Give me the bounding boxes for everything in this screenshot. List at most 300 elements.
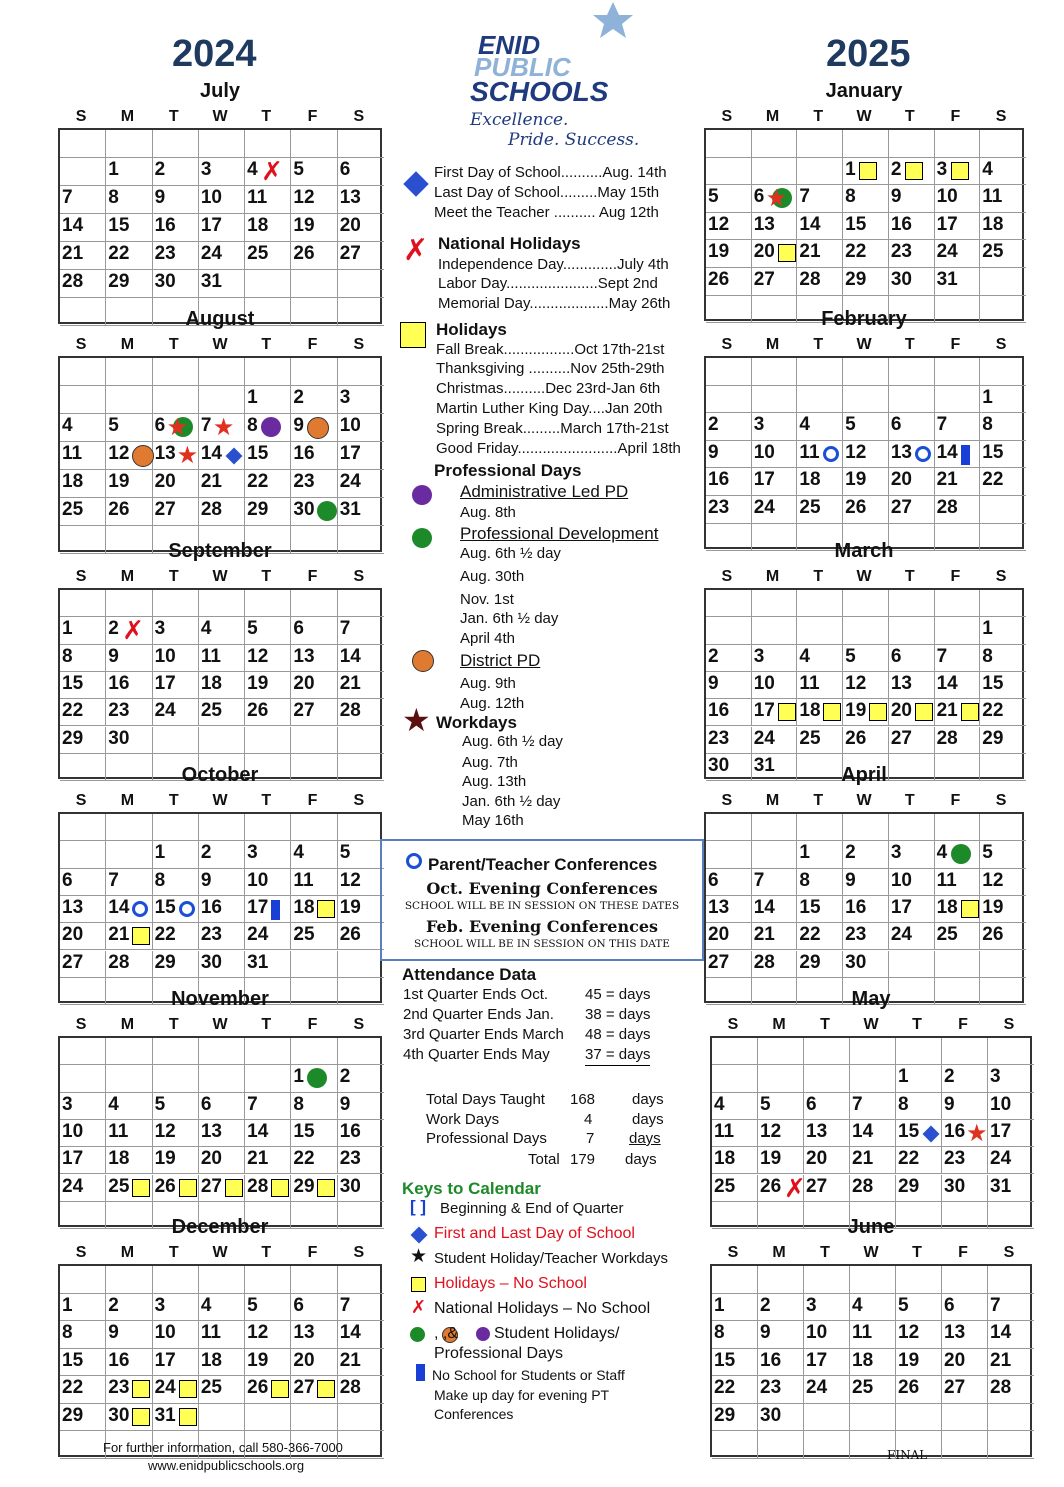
- day-number: 2: [200, 842, 212, 864]
- day-cell: [106, 896, 152, 923]
- day-number: 30: [760, 1404, 782, 1426]
- day-cell: [804, 1120, 850, 1147]
- spring-label: Spring Break: [436, 420, 523, 437]
- month-title: February: [821, 308, 907, 330]
- day-of-week-label: F: [950, 792, 961, 809]
- day-cell: [338, 386, 384, 414]
- month-title: August: [185, 308, 255, 330]
- day-number: 29: [108, 271, 130, 292]
- day-of-week-label: S: [75, 1016, 87, 1033]
- day-cell: [843, 413, 889, 441]
- day-cell: [338, 1175, 384, 1202]
- day-number: 4: [200, 1294, 212, 1316]
- day-cell: [291, 1175, 337, 1202]
- day-cell: [153, 1038, 199, 1065]
- day-number: 29: [714, 1404, 736, 1426]
- day-number: 8: [982, 645, 993, 667]
- labor-label: Labor Day: [438, 275, 507, 292]
- day-cell: [245, 841, 291, 868]
- day-cell: [752, 358, 798, 386]
- day-number: 9: [944, 1093, 955, 1115]
- day-cell: [942, 1376, 988, 1404]
- day-cell: [245, 699, 291, 726]
- christmas-label: Christmas: [436, 380, 504, 397]
- day-cell: [942, 1065, 988, 1092]
- day-cell: [245, 814, 291, 841]
- day-number: 16: [760, 1349, 782, 1371]
- logo-line3: SCHOOLS: [470, 76, 609, 107]
- day-cell: [752, 951, 798, 978]
- day-of-week-label: S: [995, 568, 1007, 585]
- day-cell: [153, 869, 199, 896]
- day-cell: [106, 699, 152, 726]
- day-cell: [935, 268, 981, 296]
- att-q4: 4th Quarter Ends May: [403, 1046, 550, 1063]
- day-number: 31: [339, 499, 361, 520]
- day-cell: [106, 814, 152, 841]
- day-of-week-label: W: [212, 1244, 228, 1261]
- day-cell: [980, 896, 1026, 923]
- day-cell: [245, 1093, 291, 1120]
- day-cell: [712, 1376, 758, 1404]
- att-prof: Professional Days: [426, 1130, 547, 1147]
- day-cell: [980, 240, 1026, 268]
- day-cell: [106, 1065, 152, 1092]
- day-cell: [199, 1093, 245, 1120]
- day-of-week-label: W: [212, 568, 228, 585]
- att-q4v: 37 = days: [585, 1046, 650, 1066]
- day-number: 19: [708, 241, 730, 263]
- day-number: 31: [936, 269, 958, 290]
- month-title: April: [841, 764, 887, 786]
- day-cell: [752, 699, 798, 726]
- day-cell: [843, 468, 889, 496]
- day-number: 6: [154, 415, 166, 436]
- day-cell: [60, 1093, 106, 1120]
- day-cell: [291, 1294, 337, 1322]
- day-cell: [804, 1266, 850, 1294]
- day-cell: [889, 841, 935, 868]
- day-of-week-label: T: [168, 336, 179, 353]
- day-cell: [804, 1038, 850, 1065]
- month-title: November: [171, 988, 269, 1010]
- mlk: Martin Luther King Day....Jan 20th: [436, 400, 663, 417]
- day-number: 14: [339, 645, 361, 667]
- day-number: 12: [760, 1120, 782, 1142]
- day-number: 14: [62, 215, 84, 236]
- day-cell: [706, 672, 752, 699]
- day-number: 28: [753, 951, 775, 973]
- month-grid: [710, 1264, 1032, 1457]
- day-cell: [896, 1120, 942, 1147]
- day-of-week-label: T: [904, 336, 915, 353]
- day-cell: [712, 1093, 758, 1120]
- day-number: 2: [339, 1066, 351, 1088]
- meet-teacher-date: Aug 12th: [598, 204, 659, 221]
- day-cell: [706, 923, 752, 950]
- bracket-icon: [ ]: [410, 1197, 427, 1216]
- day-number: 8: [898, 1093, 909, 1115]
- day-number: 3: [154, 1294, 166, 1316]
- day-number: 20: [944, 1349, 966, 1371]
- day-cell: [935, 213, 981, 241]
- day-number: 31: [753, 754, 775, 776]
- day-cell: [804, 1065, 850, 1092]
- day-number: 1: [982, 618, 993, 640]
- att-work-u: days: [632, 1111, 664, 1128]
- day-cell: [106, 498, 152, 526]
- logo-line1: ENID: [478, 30, 541, 60]
- day-cell: [153, 158, 199, 186]
- att-q2: 2nd Quarter Ends Jan.: [403, 1006, 554, 1023]
- day-cell: [896, 1038, 942, 1065]
- day-number: 22: [293, 1148, 315, 1170]
- day-cell: [338, 1266, 384, 1294]
- day-number: 12: [845, 672, 867, 694]
- day-cell: [752, 841, 798, 868]
- day-number: 22: [154, 924, 176, 946]
- day-number: 11: [799, 441, 820, 463]
- day-number: 26: [898, 1377, 920, 1398]
- day-cell: [850, 1349, 896, 1377]
- day-cell: [106, 1266, 152, 1294]
- day-cell: [153, 1093, 199, 1120]
- day-cell: [106, 727, 152, 754]
- day-number: 12: [293, 187, 315, 208]
- day-cell: [60, 358, 106, 386]
- day-cell: [942, 1120, 988, 1147]
- day-cell: [60, 1266, 106, 1294]
- day-number: 11: [799, 672, 820, 694]
- day-number: 14: [799, 213, 821, 235]
- day-of-week-label: T: [912, 1016, 922, 1033]
- day-number: 5: [982, 842, 993, 864]
- day-cell: [980, 185, 1026, 213]
- day-cell: [889, 896, 935, 923]
- day-cell: [245, 158, 291, 186]
- day-cell: [153, 814, 199, 841]
- national-holiday-x-icon: ✗: [784, 1173, 806, 1204]
- day-number: 7: [852, 1093, 863, 1115]
- day-cell: [245, 498, 291, 526]
- day-cell: [752, 213, 798, 241]
- month-grid: [58, 1036, 382, 1227]
- day-of-week-label: S: [995, 336, 1007, 353]
- day-cell: [843, 496, 889, 524]
- workdays-title: Workdays: [436, 713, 517, 732]
- day-cell: [980, 268, 1026, 296]
- day-number: 8: [293, 1093, 304, 1115]
- day-number: 21: [108, 924, 130, 946]
- day-cell: [199, 242, 245, 270]
- day-cell: [338, 358, 384, 386]
- day-number: 10: [890, 869, 912, 891]
- day-of-week-label: T: [904, 108, 915, 125]
- day-cell: [153, 841, 199, 868]
- day-number: 29: [62, 727, 84, 749]
- day-number: 26: [247, 1377, 269, 1398]
- day-cell: [896, 1175, 942, 1202]
- day-cell: [889, 130, 935, 158]
- day-number: 25: [936, 924, 958, 946]
- day-number: 23: [760, 1377, 782, 1398]
- day-number: 15: [982, 441, 1004, 463]
- pd-dot-icon: [307, 1068, 327, 1088]
- day-of-week-label: T: [904, 568, 915, 585]
- day-number: 16: [890, 213, 912, 235]
- day-number: 28: [936, 727, 958, 749]
- day-of-week-label: T: [912, 1244, 922, 1261]
- day-of-week-label: S: [1003, 1244, 1015, 1261]
- x-icon: ✗: [403, 233, 429, 268]
- day-cell: [843, 645, 889, 672]
- day-of-week-label: T: [168, 792, 179, 809]
- day-number: 19: [247, 672, 269, 694]
- day-cell: [935, 185, 981, 213]
- day-cell: [245, 358, 291, 386]
- month-grid: [704, 588, 1024, 779]
- att-q1v: 45 = days: [585, 986, 651, 1003]
- day-cell: [850, 1065, 896, 1092]
- day-number: 2: [890, 158, 902, 180]
- day-number: 3: [890, 842, 902, 864]
- day-cell: [106, 158, 152, 186]
- day-cell: [935, 386, 981, 414]
- day-of-week-label: S: [353, 1244, 365, 1261]
- day-number: 19: [760, 1148, 782, 1170]
- day-number: 5: [247, 618, 258, 640]
- day-of-week-label: W: [212, 1016, 228, 1033]
- day-cell: [889, 923, 935, 950]
- day-cell: [199, 358, 245, 386]
- day-cell: [942, 1349, 988, 1377]
- day-number: 8: [714, 1322, 725, 1343]
- day-cell: [935, 645, 981, 672]
- day-cell: [199, 1147, 245, 1174]
- day-cell: [706, 699, 752, 726]
- day-number: 30: [944, 1175, 966, 1197]
- day-cell: [60, 130, 106, 158]
- day-cell: [153, 617, 199, 644]
- day-cell: [153, 1120, 199, 1147]
- day-number: 9: [708, 672, 719, 694]
- day-of-week-label: W: [212, 108, 228, 125]
- day-number: 1: [62, 1294, 73, 1316]
- day-number: 29: [247, 499, 269, 520]
- day-number: 20: [62, 924, 84, 946]
- day-cell: [199, 158, 245, 186]
- day-cell: [199, 699, 245, 726]
- day-cell: [706, 268, 752, 296]
- day-number: 24: [990, 1148, 1012, 1170]
- day-number: 16: [708, 469, 730, 491]
- day-cell: [758, 1038, 804, 1065]
- day-number: 21: [339, 672, 361, 694]
- day-cell: [850, 1376, 896, 1404]
- day-cell: [199, 130, 245, 158]
- day-number: 24: [753, 497, 775, 518]
- day-cell: [106, 841, 152, 868]
- day-cell: [889, 590, 935, 617]
- day-cell: [843, 923, 889, 950]
- day-number: 21: [799, 241, 821, 263]
- day-cell: [980, 468, 1026, 496]
- day-cell: [199, 951, 245, 978]
- day-cell: [60, 1376, 106, 1404]
- day-cell: [797, 213, 843, 241]
- day-number: 27: [890, 497, 912, 518]
- day-cell: [153, 242, 199, 270]
- day-cell: [752, 645, 798, 672]
- logo-line2: PUBLIC: [474, 52, 571, 82]
- day-cell: [850, 1175, 896, 1202]
- day-cell: [106, 869, 152, 896]
- day-of-week-label: T: [261, 108, 272, 125]
- day-number: 17: [247, 896, 269, 918]
- day-cell: [850, 1294, 896, 1322]
- day-cell: [896, 1321, 942, 1349]
- day-cell: [199, 1404, 245, 1432]
- day-cell: [153, 414, 199, 442]
- thanks-label: Thanksgiving: [436, 360, 525, 377]
- holiday-square-icon: [869, 703, 887, 721]
- key-1: Beginning & End of Quarter: [440, 1200, 624, 1217]
- day-number: 5: [108, 415, 119, 436]
- day-cell: [706, 617, 752, 644]
- day-number: 13: [293, 645, 315, 667]
- day-cell: [980, 645, 1026, 672]
- day-number: 27: [806, 1175, 828, 1197]
- day-cell: [60, 1147, 106, 1174]
- day-cell: [988, 1175, 1034, 1202]
- day-of-week-label: F: [307, 1244, 318, 1261]
- day-cell: [338, 1065, 384, 1092]
- att-q2v: 38 = days: [585, 1006, 651, 1023]
- holiday-square-icon: [179, 1380, 197, 1398]
- day-cell: [199, 1349, 245, 1377]
- christmas-date: Dec 23rd-Jan 6th: [545, 380, 661, 397]
- day-cell: [199, 869, 245, 896]
- day-number: 20: [806, 1148, 828, 1170]
- day-cell: [153, 470, 199, 498]
- day-number: 27: [944, 1377, 966, 1398]
- day-cell: [843, 441, 889, 469]
- day-number: 17: [62, 1148, 84, 1170]
- day-number: 25: [200, 700, 222, 722]
- day-cell: [245, 270, 291, 298]
- day-cell: [758, 1431, 804, 1459]
- day-number: 29: [62, 1404, 84, 1426]
- att-taught-u: days: [632, 1091, 664, 1108]
- national-holiday-x-icon: ✗: [261, 157, 283, 187]
- day-number: 13: [944, 1322, 966, 1343]
- day-number: 18: [62, 471, 84, 492]
- day-cell: [889, 240, 935, 268]
- labor-date: Sept 2nd: [597, 275, 658, 292]
- day-cell: [889, 441, 935, 469]
- day-cell: [338, 1294, 384, 1322]
- day-number: 9: [108, 1322, 119, 1343]
- no-school-bar-icon: [271, 900, 280, 920]
- day-number: 19: [845, 469, 867, 491]
- day-cell: [712, 1120, 758, 1147]
- key-6: Student Holidays/: [494, 1325, 620, 1342]
- day-cell: [712, 1431, 758, 1459]
- month-grid: [58, 356, 382, 552]
- day-number: 13: [200, 1120, 222, 1142]
- day-cell: [199, 645, 245, 672]
- thanks-date: Nov 25th-29th: [570, 360, 665, 377]
- day-number: 30: [108, 1404, 130, 1426]
- day-number: 1: [982, 386, 993, 408]
- spring-date: March 17th-21st: [560, 420, 669, 437]
- day-cell: [291, 498, 337, 526]
- day-cell: [889, 645, 935, 672]
- day-number: 17: [990, 1120, 1012, 1142]
- day-of-week-label: M: [120, 568, 135, 585]
- day-number: 1: [898, 1066, 909, 1088]
- att-work: Work Days: [426, 1111, 500, 1128]
- day-number: 27: [753, 269, 775, 290]
- day-cell: [291, 130, 337, 158]
- day-number: 13: [890, 441, 912, 463]
- star-icon: [588, 0, 638, 40]
- pt-conference-box: [380, 839, 704, 961]
- day-cell: [896, 1266, 942, 1294]
- meet-teacher: Meet the Teacher .......... Aug 12th: [434, 204, 659, 221]
- day-cell: [980, 814, 1026, 841]
- day-cell: [60, 186, 106, 214]
- day-cell: [942, 1431, 988, 1459]
- day-of-week-label: S: [1003, 1016, 1015, 1033]
- day-number: 10: [200, 187, 222, 208]
- day-number: 17: [753, 700, 775, 722]
- day-cell: [106, 672, 152, 699]
- day-number: 4: [200, 618, 212, 640]
- pd-dot-icon: [317, 501, 337, 521]
- day-cell: [843, 727, 889, 754]
- day-number: 14: [339, 1322, 361, 1343]
- day-cell: [712, 1175, 758, 1202]
- day-cell: [843, 158, 889, 186]
- day-cell: [153, 1266, 199, 1294]
- day-number: 26: [845, 727, 867, 749]
- day-number: 31: [990, 1175, 1012, 1197]
- day-number: 30: [339, 1175, 361, 1197]
- day-number: 27: [154, 499, 176, 520]
- day-cell: [199, 1294, 245, 1322]
- day-cell: [935, 727, 981, 754]
- day-number: 16: [154, 215, 176, 236]
- day-cell: [338, 590, 384, 617]
- day-cell: [245, 414, 291, 442]
- pd-title: Professional Days: [434, 461, 582, 480]
- day-cell: [935, 468, 981, 496]
- day-of-week-label: T: [904, 792, 915, 809]
- work-d3: Aug. 13th: [462, 773, 527, 790]
- day-cell: [338, 158, 384, 186]
- day-cell: [153, 358, 199, 386]
- day-cell: [843, 699, 889, 726]
- day-number: 27: [293, 1377, 315, 1398]
- day-number: 30: [154, 271, 176, 292]
- day-cell: [758, 1404, 804, 1432]
- day-number: 15: [62, 672, 84, 694]
- day-of-week-label: M: [120, 792, 135, 809]
- day-cell: [797, 896, 843, 923]
- day-cell: [60, 1175, 106, 1202]
- day-cell: [338, 186, 384, 214]
